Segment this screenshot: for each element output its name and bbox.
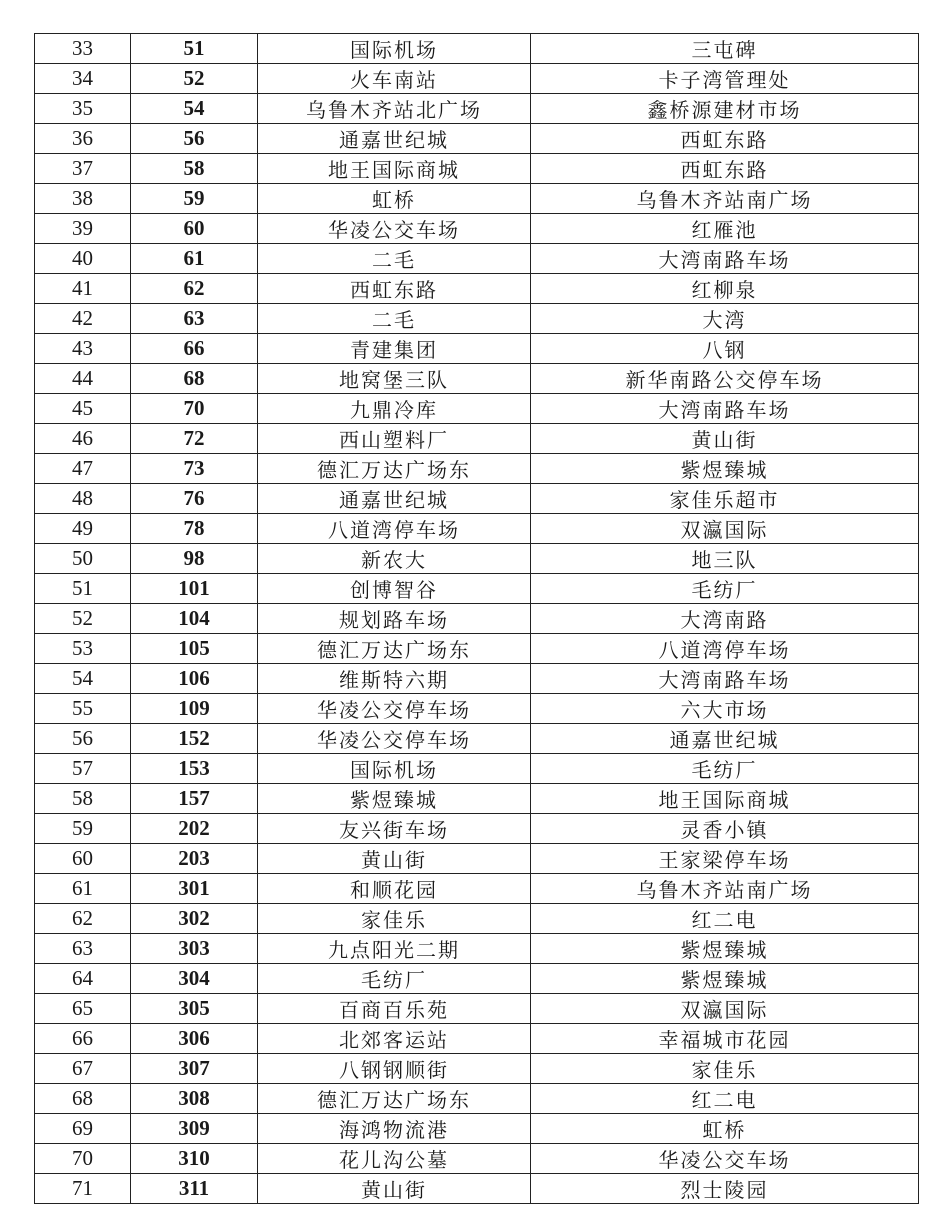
row-number-cell: 61 bbox=[35, 874, 131, 904]
route-number-cell: 305 bbox=[131, 994, 258, 1024]
table-row bbox=[35, 694, 919, 724]
table-row bbox=[35, 274, 919, 304]
table-row bbox=[35, 154, 919, 184]
start-stop-cell: 北郊客运站 bbox=[258, 1024, 531, 1054]
start-stop-cell: 和顺花园 bbox=[258, 874, 531, 904]
start-stop-cell: 通嘉世纪城 bbox=[258, 124, 531, 154]
table-row bbox=[35, 1054, 919, 1084]
table-row bbox=[35, 994, 919, 1024]
end-stop-cell: 西虹东路 bbox=[531, 124, 919, 154]
row-number-cell: 54 bbox=[35, 664, 131, 694]
end-stop-cell: 红二电 bbox=[531, 904, 919, 934]
start-stop-cell: 二毛 bbox=[258, 304, 531, 334]
end-stop-cell: 家佳乐 bbox=[531, 1054, 919, 1084]
row-number-cell: 65 bbox=[35, 994, 131, 1024]
row-number-cell: 50 bbox=[35, 544, 131, 574]
route-number-cell: 307 bbox=[131, 1054, 258, 1084]
end-stop-cell: 家佳乐超市 bbox=[531, 484, 919, 514]
route-number-cell: 68 bbox=[131, 364, 258, 394]
start-stop-cell: 德汇万达广场东 bbox=[258, 454, 531, 484]
start-stop-cell: 通嘉世纪城 bbox=[258, 484, 531, 514]
row-number-cell: 43 bbox=[35, 334, 131, 364]
row-number-cell: 62 bbox=[35, 904, 131, 934]
route-number-cell: 72 bbox=[131, 424, 258, 454]
route-number-cell: 58 bbox=[131, 154, 258, 184]
row-number-cell: 70 bbox=[35, 1144, 131, 1174]
table-row bbox=[35, 184, 919, 214]
table-row bbox=[35, 214, 919, 244]
route-number-cell: 157 bbox=[131, 784, 258, 814]
end-stop-cell: 八钢 bbox=[531, 334, 919, 364]
row-number-cell: 42 bbox=[35, 304, 131, 334]
row-number-cell: 53 bbox=[35, 634, 131, 664]
end-stop-cell: 红二电 bbox=[531, 1084, 919, 1114]
row-number-cell: 38 bbox=[35, 184, 131, 214]
route-number-cell: 105 bbox=[131, 634, 258, 664]
start-stop-cell: 华凌公交停车场 bbox=[258, 724, 531, 754]
row-number-cell: 64 bbox=[35, 964, 131, 994]
start-stop-cell: 八道湾停车场 bbox=[258, 514, 531, 544]
start-stop-cell: 创博智谷 bbox=[258, 574, 531, 604]
table-row bbox=[35, 754, 919, 784]
end-stop-cell: 紫煜臻城 bbox=[531, 934, 919, 964]
end-stop-cell: 红雁池 bbox=[531, 214, 919, 244]
end-stop-cell: 烈士陵园 bbox=[531, 1174, 919, 1204]
table-row bbox=[35, 1144, 919, 1174]
table-row bbox=[35, 874, 919, 904]
end-stop-cell: 双瀛国际 bbox=[531, 994, 919, 1024]
end-stop-cell: 大湾南路车场 bbox=[531, 394, 919, 424]
table-row bbox=[35, 724, 919, 754]
table-row bbox=[35, 634, 919, 664]
route-number-cell: 52 bbox=[131, 64, 258, 94]
start-stop-cell: 华凌公交车场 bbox=[258, 214, 531, 244]
table-row bbox=[35, 544, 919, 574]
row-number-cell: 40 bbox=[35, 244, 131, 274]
row-number-cell: 39 bbox=[35, 214, 131, 244]
route-number-cell: 63 bbox=[131, 304, 258, 334]
start-stop-cell: 友兴街车场 bbox=[258, 814, 531, 844]
route-number-cell: 109 bbox=[131, 694, 258, 724]
route-number-cell: 152 bbox=[131, 724, 258, 754]
route-number-cell: 61 bbox=[131, 244, 258, 274]
start-stop-cell: 地窝堡三队 bbox=[258, 364, 531, 394]
row-number-cell: 36 bbox=[35, 124, 131, 154]
end-stop-cell: 鑫桥源建材市场 bbox=[531, 94, 919, 124]
start-stop-cell: 西虹东路 bbox=[258, 274, 531, 304]
table-row bbox=[35, 1024, 919, 1054]
start-stop-cell: 国际机场 bbox=[258, 754, 531, 784]
start-stop-cell: 新农大 bbox=[258, 544, 531, 574]
route-number-cell: 304 bbox=[131, 964, 258, 994]
start-stop-cell: 二毛 bbox=[258, 244, 531, 274]
row-number-cell: 35 bbox=[35, 94, 131, 124]
route-number-cell: 306 bbox=[131, 1024, 258, 1054]
row-number-cell: 69 bbox=[35, 1114, 131, 1144]
route-number-cell: 70 bbox=[131, 394, 258, 424]
start-stop-cell: 毛纺厂 bbox=[258, 964, 531, 994]
route-number-cell: 202 bbox=[131, 814, 258, 844]
row-number-cell: 37 bbox=[35, 154, 131, 184]
end-stop-cell: 六大市场 bbox=[531, 694, 919, 724]
end-stop-cell: 大湾南路 bbox=[531, 604, 919, 634]
start-stop-cell: 火车南站 bbox=[258, 64, 531, 94]
route-number-cell: 153 bbox=[131, 754, 258, 784]
start-stop-cell: 地王国际商城 bbox=[258, 154, 531, 184]
start-stop-cell: 百商百乐苑 bbox=[258, 994, 531, 1024]
row-number-cell: 49 bbox=[35, 514, 131, 544]
route-number-cell: 76 bbox=[131, 484, 258, 514]
table-row bbox=[35, 424, 919, 454]
route-number-cell: 101 bbox=[131, 574, 258, 604]
end-stop-cell: 虹桥 bbox=[531, 1114, 919, 1144]
bus-route-table-container bbox=[34, 33, 918, 1204]
table-row bbox=[35, 334, 919, 364]
route-number-cell: 106 bbox=[131, 664, 258, 694]
route-number-cell: 98 bbox=[131, 544, 258, 574]
end-stop-cell: 毛纺厂 bbox=[531, 574, 919, 604]
start-stop-cell: 花儿沟公墓 bbox=[258, 1144, 531, 1174]
start-stop-cell: 德汇万达广场东 bbox=[258, 1084, 531, 1114]
row-number-cell: 56 bbox=[35, 724, 131, 754]
route-number-cell: 51 bbox=[131, 34, 258, 64]
bus-route-table bbox=[34, 33, 919, 1204]
table-row bbox=[35, 814, 919, 844]
start-stop-cell: 规划路车场 bbox=[258, 604, 531, 634]
row-number-cell: 47 bbox=[35, 454, 131, 484]
table-row bbox=[35, 64, 919, 94]
table-row bbox=[35, 124, 919, 154]
end-stop-cell: 紫煜臻城 bbox=[531, 964, 919, 994]
route-number-cell: 302 bbox=[131, 904, 258, 934]
table-row bbox=[35, 514, 919, 544]
row-number-cell: 52 bbox=[35, 604, 131, 634]
row-number-cell: 59 bbox=[35, 814, 131, 844]
row-number-cell: 46 bbox=[35, 424, 131, 454]
table-row bbox=[35, 1114, 919, 1144]
end-stop-cell: 乌鲁木齐站南广场 bbox=[531, 184, 919, 214]
route-number-cell: 54 bbox=[131, 94, 258, 124]
start-stop-cell: 虹桥 bbox=[258, 184, 531, 214]
start-stop-cell: 青建集团 bbox=[258, 334, 531, 364]
row-number-cell: 58 bbox=[35, 784, 131, 814]
row-number-cell: 51 bbox=[35, 574, 131, 604]
route-number-cell: 310 bbox=[131, 1144, 258, 1174]
row-number-cell: 48 bbox=[35, 484, 131, 514]
route-number-cell: 56 bbox=[131, 124, 258, 154]
end-stop-cell: 西虹东路 bbox=[531, 154, 919, 184]
start-stop-cell: 维斯特六期 bbox=[258, 664, 531, 694]
row-number-cell: 68 bbox=[35, 1084, 131, 1114]
end-stop-cell: 大湾南路车场 bbox=[531, 244, 919, 274]
row-number-cell: 34 bbox=[35, 64, 131, 94]
table-body bbox=[35, 34, 919, 1204]
row-number-cell: 63 bbox=[35, 934, 131, 964]
end-stop-cell: 王家梁停车场 bbox=[531, 844, 919, 874]
row-number-cell: 45 bbox=[35, 394, 131, 424]
start-stop-cell: 海鸿物流港 bbox=[258, 1114, 531, 1144]
end-stop-cell: 毛纺厂 bbox=[531, 754, 919, 784]
route-number-cell: 62 bbox=[131, 274, 258, 304]
table-row bbox=[35, 964, 919, 994]
table-row bbox=[35, 604, 919, 634]
end-stop-cell: 幸福城市花园 bbox=[531, 1024, 919, 1054]
end-stop-cell: 新华南路公交停车场 bbox=[531, 364, 919, 394]
end-stop-cell: 黄山街 bbox=[531, 424, 919, 454]
row-number-cell: 67 bbox=[35, 1054, 131, 1084]
start-stop-cell: 德汇万达广场东 bbox=[258, 634, 531, 664]
table-row bbox=[35, 94, 919, 124]
start-stop-cell: 黄山街 bbox=[258, 1174, 531, 1204]
table-row bbox=[35, 454, 919, 484]
end-stop-cell: 三屯碑 bbox=[531, 34, 919, 64]
table-row bbox=[35, 1084, 919, 1114]
end-stop-cell: 大湾 bbox=[531, 304, 919, 334]
route-number-cell: 66 bbox=[131, 334, 258, 364]
start-stop-cell: 黄山街 bbox=[258, 844, 531, 874]
end-stop-cell: 双瀛国际 bbox=[531, 514, 919, 544]
row-number-cell: 41 bbox=[35, 274, 131, 304]
start-stop-cell: 紫煜臻城 bbox=[258, 784, 531, 814]
end-stop-cell: 地三队 bbox=[531, 544, 919, 574]
table-row bbox=[35, 244, 919, 274]
table-row bbox=[35, 1174, 919, 1204]
table-row bbox=[35, 664, 919, 694]
route-number-cell: 59 bbox=[131, 184, 258, 214]
end-stop-cell: 红柳泉 bbox=[531, 274, 919, 304]
row-number-cell: 60 bbox=[35, 844, 131, 874]
end-stop-cell: 乌鲁木齐站南广场 bbox=[531, 874, 919, 904]
table-row bbox=[35, 484, 919, 514]
start-stop-cell: 九鼎冷库 bbox=[258, 394, 531, 424]
start-stop-cell: 八钢钢顺街 bbox=[258, 1054, 531, 1084]
end-stop-cell: 紫煜臻城 bbox=[531, 454, 919, 484]
row-number-cell: 66 bbox=[35, 1024, 131, 1054]
start-stop-cell: 国际机场 bbox=[258, 34, 531, 64]
row-number-cell: 33 bbox=[35, 34, 131, 64]
route-number-cell: 73 bbox=[131, 454, 258, 484]
table-row bbox=[35, 904, 919, 934]
route-number-cell: 203 bbox=[131, 844, 258, 874]
start-stop-cell: 九点阳光二期 bbox=[258, 934, 531, 964]
table-row bbox=[35, 574, 919, 604]
start-stop-cell: 家佳乐 bbox=[258, 904, 531, 934]
route-number-cell: 60 bbox=[131, 214, 258, 244]
row-number-cell: 71 bbox=[35, 1174, 131, 1204]
end-stop-cell: 灵香小镇 bbox=[531, 814, 919, 844]
row-number-cell: 57 bbox=[35, 754, 131, 784]
route-number-cell: 104 bbox=[131, 604, 258, 634]
table-row bbox=[35, 844, 919, 874]
end-stop-cell: 卡子湾管理处 bbox=[531, 64, 919, 94]
route-number-cell: 311 bbox=[131, 1174, 258, 1204]
start-stop-cell: 西山塑料厂 bbox=[258, 424, 531, 454]
table-row bbox=[35, 934, 919, 964]
start-stop-cell: 乌鲁木齐站北广场 bbox=[258, 94, 531, 124]
route-number-cell: 301 bbox=[131, 874, 258, 904]
row-number-cell: 55 bbox=[35, 694, 131, 724]
end-stop-cell: 八道湾停车场 bbox=[531, 634, 919, 664]
end-stop-cell: 大湾南路车场 bbox=[531, 664, 919, 694]
route-number-cell: 78 bbox=[131, 514, 258, 544]
end-stop-cell: 华凌公交车场 bbox=[531, 1144, 919, 1174]
row-number-cell: 44 bbox=[35, 364, 131, 394]
end-stop-cell: 地王国际商城 bbox=[531, 784, 919, 814]
table-row bbox=[35, 394, 919, 424]
table-row bbox=[35, 34, 919, 64]
table-row bbox=[35, 784, 919, 814]
route-number-cell: 308 bbox=[131, 1084, 258, 1114]
table-row bbox=[35, 364, 919, 394]
route-number-cell: 309 bbox=[131, 1114, 258, 1144]
route-number-cell: 303 bbox=[131, 934, 258, 964]
table-row bbox=[35, 304, 919, 334]
start-stop-cell: 华凌公交停车场 bbox=[258, 694, 531, 724]
end-stop-cell: 通嘉世纪城 bbox=[531, 724, 919, 754]
